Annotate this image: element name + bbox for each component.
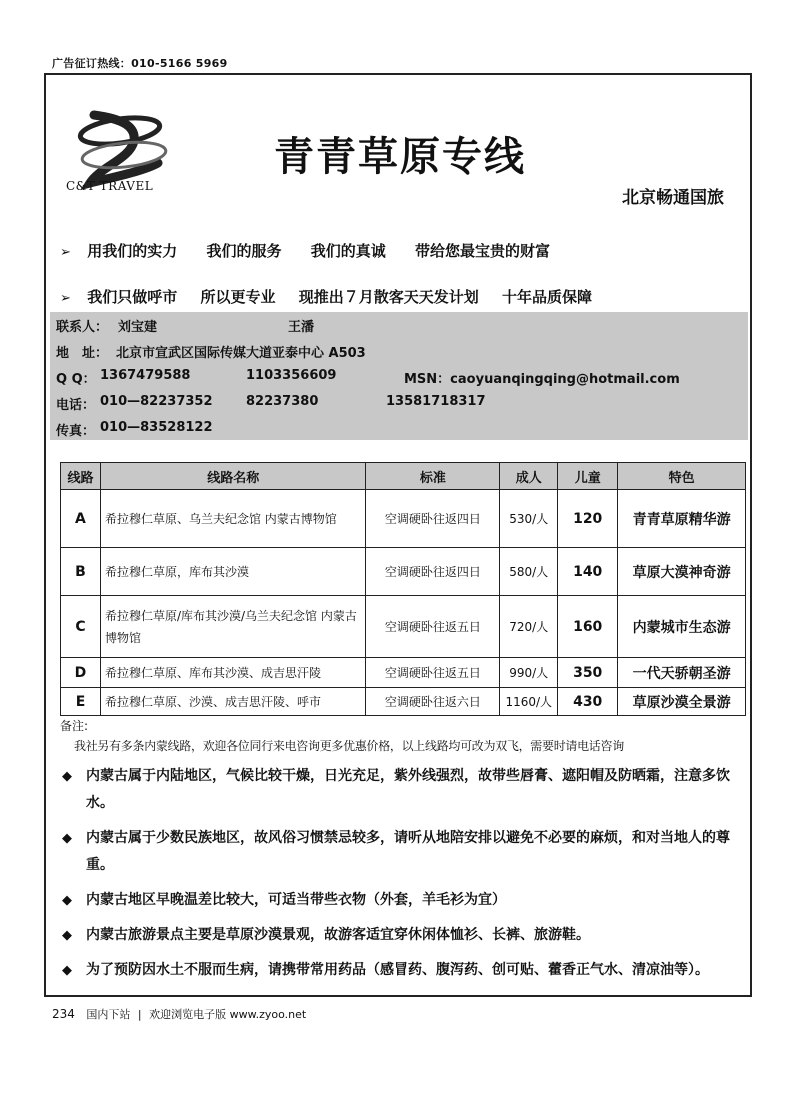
table-row — [61, 548, 746, 596]
slogan-line-1 — [60, 240, 574, 261]
route-child-price: 350 — [558, 658, 618, 688]
contact-phone-2: 82237380 — [246, 394, 319, 409]
route-child-price: 120 — [558, 490, 618, 548]
route-id: D — [61, 658, 101, 688]
diamond-bullet-icon: ◆ — [62, 893, 72, 908]
ad-hotline: 广告征订热线：010-5166 5969 — [52, 57, 228, 70]
diamond-bullet-icon: ◆ — [62, 831, 72, 846]
column-header: 成人 — [500, 463, 558, 490]
ad-frame — [44, 73, 752, 997]
route-feature: 草原沙漠全景游 — [618, 688, 746, 716]
column-header: 标准 — [366, 463, 500, 490]
slogan-part: 用我们的实力 — [87, 242, 178, 260]
route-adult-price: 990/人 — [500, 658, 558, 688]
contact-qq-2: 1103356609 — [246, 368, 337, 383]
tip-text: 内蒙古属于少数民族地区，故风俗习惯禁忌较多，请听从地陪安排以避免不必要的麻烦，和对当地人的尊重。 — [86, 830, 730, 873]
route-standard: 空调硬卧往返四日 — [366, 548, 500, 596]
label-address: 地 址： — [56, 346, 109, 361]
arrow-bullet-icon: ➢ — [60, 291, 71, 306]
footer-section: 国内下站 — [86, 1008, 131, 1021]
route-adult-price: 1160/人 — [500, 688, 558, 716]
route-name: 希拉穆仁草原、乌兰夫纪念馆 内蒙古博物馆 — [100, 490, 366, 548]
route-feature: 青青草原精华游 — [618, 490, 746, 548]
route-id: E — [61, 688, 101, 716]
list-item — [60, 922, 746, 949]
column-header: 线路 — [61, 463, 101, 490]
route-child-price: 160 — [558, 596, 618, 658]
footer-site[interactable]: 欢迎浏览电子版 www.zyoo.net — [149, 1008, 307, 1021]
column-header: 特色 — [618, 463, 746, 490]
route-name: 希拉穆仁草原/库布其沙漠/乌兰夫纪念馆 内蒙古博物馆 — [100, 596, 366, 658]
tip-text: 内蒙古地区早晚温差比较大，可适当带些衣物（外套，羊毛衫为宜） — [86, 892, 506, 908]
contact-person-2: 王潘 — [288, 320, 315, 335]
route-standard: 空调硬卧往返六日 — [366, 688, 500, 716]
diamond-bullet-icon: ◆ — [62, 963, 72, 978]
diamond-bullet-icon: ◆ — [62, 928, 72, 943]
contact-qq-1: 1367479588 — [100, 368, 191, 383]
route-id: B — [61, 548, 101, 596]
tip-text: 内蒙古旅游景点主要是草原沙漠景观，故游客适宜穿休闲体恤衫、长裤、旅游鞋。 — [86, 927, 590, 943]
route-standard: 空调硬卧往返五日 — [366, 596, 500, 658]
arrow-bullet-icon: ➢ — [60, 245, 71, 260]
company-name: 北京畅通国旅 — [622, 188, 724, 208]
page-footer — [52, 1006, 306, 1022]
contact-box — [50, 312, 748, 440]
column-header: 儿童 — [558, 463, 618, 490]
logo-text: C&T TRAVEL — [66, 179, 154, 193]
list-item — [60, 887, 746, 914]
slogan-part: 我们的真诚 — [310, 242, 386, 260]
list-item — [60, 763, 746, 817]
route-feature: 草原大漠神奇游 — [618, 548, 746, 596]
route-standard: 空调硬卧往返四日 — [366, 490, 500, 548]
tip-text: 为了预防因水土不服而生病，请携带常用药品（感冒药、腹泻药、创可贴、藿香正气水、清凉油等）。 — [86, 962, 709, 978]
slogan-part: 所以更专业 — [200, 288, 276, 306]
slogan-part: 带给您最宝贵的财富 — [414, 242, 550, 260]
slogan-line-2 — [60, 286, 616, 307]
contact-msn[interactable]: MSN：caoyuanqingqing@hotmail.com — [404, 372, 680, 387]
remark-label: 备注: — [60, 719, 89, 733]
route-adult-price: 580/人 — [500, 548, 558, 596]
contact-address: 北京市宣武区国际传媒大道亚泰中心 A503 — [116, 346, 366, 361]
table-row — [61, 658, 746, 688]
slogan-part: 十年品质保障 — [501, 288, 592, 306]
route-feature: 内蒙城市生态游 — [618, 596, 746, 658]
contact-phone-1: 010—82237352 — [100, 394, 213, 409]
route-name: 希拉穆仁草原、库布其沙漠、成吉思汗陵 — [100, 658, 366, 688]
diamond-bullet-icon: ◆ — [62, 769, 72, 784]
route-child-price: 140 — [558, 548, 618, 596]
route-feature: 一代天骄朝圣游 — [618, 658, 746, 688]
page-number: 234 — [52, 1007, 75, 1021]
table-row — [61, 490, 746, 548]
page-title: 青青草原专线 — [274, 134, 526, 180]
contact-fax: 010—83528122 — [100, 420, 213, 435]
route-adult-price: 720/人 — [500, 596, 558, 658]
route-child-price: 430 — [558, 688, 618, 716]
label-fax: 传真： — [56, 424, 96, 439]
label-phone: 电话： — [56, 398, 96, 413]
column-header: 线路名称 — [100, 463, 366, 490]
label-person: 联系人： — [56, 320, 109, 335]
route-name: 希拉穆仁草原，库布其沙漠 — [100, 548, 366, 596]
list-item — [60, 957, 746, 984]
slogan-part: 我们的服务 — [206, 242, 282, 260]
remark-text: 我社另有多条内蒙线路，欢迎各位同行来电咨询更多优惠价格，以上线路均可改为双飞，需要时请电话咨询 — [74, 739, 624, 753]
table-row — [61, 596, 746, 658]
list-item — [60, 825, 746, 879]
routes-table — [60, 462, 746, 716]
tip-text: 内蒙古属于内陆地区，气候比较干燥，日光充足，紫外线强烈，故带些唇膏、遮阳帽及防晒霜，注意多饮水。 — [86, 768, 730, 811]
contact-phone-3: 13581718317 — [386, 394, 486, 409]
table-row — [61, 688, 746, 716]
route-id: A — [61, 490, 101, 548]
tips-list — [60, 763, 746, 992]
route-adult-price: 530/人 — [500, 490, 558, 548]
label-qq: Q Q： — [56, 372, 96, 387]
route-standard: 空调硬卧往返五日 — [366, 658, 500, 688]
route-id: C — [61, 596, 101, 658]
slogan-part: 现推出７月散客天天发计划 — [298, 288, 479, 306]
footer-separator: | — [137, 1008, 142, 1021]
contact-person-1: 刘宝建 — [118, 320, 158, 335]
slogan-part: 我们只做呼市 — [87, 288, 178, 306]
route-name: 希拉穆仁草原、沙漠、成吉思汗陵、呼市 — [100, 688, 366, 716]
table-header-row — [61, 463, 746, 490]
